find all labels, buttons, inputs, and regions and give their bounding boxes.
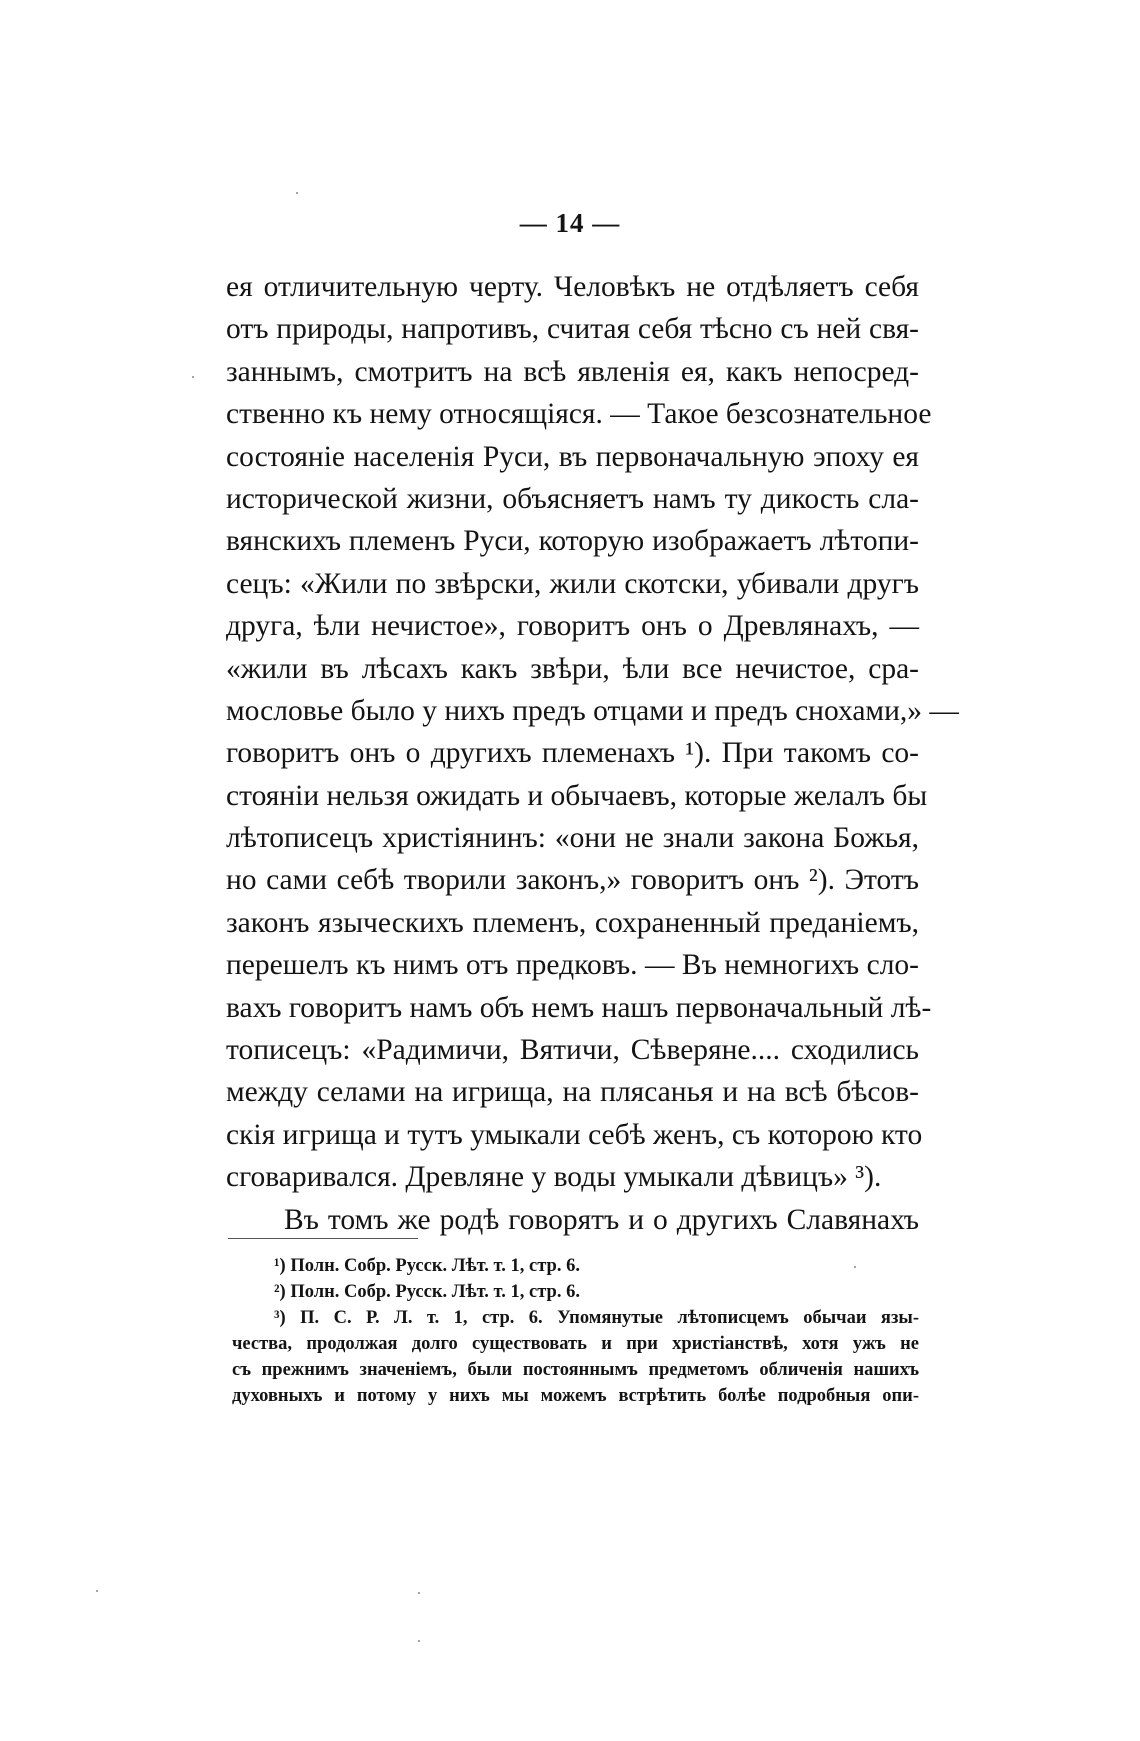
page-number: — 14 —: [519, 208, 621, 238]
scan-speck: [854, 1266, 856, 1268]
text-line: между селами на игрища, на плясанья и на всѣ бѣсов-: [226, 1076, 919, 1109]
text-line: ея отличительную черту. Человѣкъ не отдѣляетъ себя: [226, 271, 919, 303]
footnote-line: съ прежнимъ значеніемъ, были постояннымъ предметомъ обличенія нашихъ: [232, 1360, 919, 1380]
text-line: «жили въ лѣсахъ какъ звѣри, ѣли все нечистое, сра-: [226, 652, 919, 685]
scan-speck: [418, 1592, 420, 1594]
main-text: [226, 266, 959, 1241]
text-line: заннымъ, смотритъ на всѣ явленія ея, какъ непосред-: [226, 355, 919, 388]
text-line: Въ томъ же родѣ говорятъ и о другихъ Славянахъ: [284, 1203, 919, 1236]
text-line: скія игрища и тутъ умыкали себѣ женъ, съ которою кто: [226, 1118, 923, 1151]
text-line: говоритъ онъ о другихъ племенахъ ¹). При такомъ со-: [226, 737, 919, 770]
text-line: состояніе населенія Руси, въ первоначальную эпоху ея: [226, 440, 919, 473]
text-line: стояніи нельзя ожидать и обычаевъ, которые желалъ бы: [226, 779, 928, 812]
text-line: мословье было у нихъ предъ отцами и предъ снохами,» —: [226, 694, 959, 727]
text-line: законъ языческихъ племенъ, сохраненный преданіемъ,: [226, 906, 919, 939]
text-line: но сами себѣ творили законъ,» говоритъ онъ ²). Этотъ: [226, 864, 919, 897]
text-line: отъ природы, напротивъ, считая себя тѣсно съ ней свя-: [226, 313, 919, 346]
text-line: перешелъ къ нимъ отъ предковъ. — Въ немногихъ сло-: [226, 949, 919, 982]
text-line: друга, ѣли нечистое», говоритъ онъ о Древлянахъ, —: [226, 610, 919, 643]
footnote-line: чества, продолжая долго существовать и при христіанствѣ, хотя ужъ не: [232, 1334, 919, 1354]
footnote-line: ¹) Полн. Собр. Русск. Лѣт. т. 1, стр. 6.: [274, 1256, 580, 1276]
scan-speck: [192, 376, 194, 378]
scan-speck: [296, 192, 298, 194]
footnote-line: духовныхъ и потому у нихъ мы можемъ встрѣтить болѣе подробныя опи-: [232, 1386, 919, 1406]
text-line: лѣтописецъ христіянинъ: «они не знали закона Божья,: [226, 822, 919, 855]
text-line: вянскихъ племенъ Руси, которую изображаетъ лѣтопи-: [226, 525, 919, 558]
scan-speck: [96, 1590, 98, 1592]
text-line: исторической жизни, объясняетъ намъ ту дикость сла-: [226, 482, 919, 515]
footnote-line: ²) Полн. Собр. Русск. Лѣт. т. 1, стр. 6.: [274, 1282, 580, 1302]
footnotes: [232, 1253, 919, 1409]
text-line: тописецъ: «Радимичи, Вятичи, Сѣверяне.... сходились: [226, 1034, 919, 1067]
text-line: сецъ: «Жили по звѣрски, жили скотски, убивали другъ: [226, 567, 919, 600]
text-line: сговаривался. Древляне у воды умыкали дѣвицъ» ³).: [226, 1161, 882, 1194]
text-line: ственно къ нему относящіяся. — Такое безсознательное: [226, 398, 932, 431]
footnote-line: ³) П. С. Р. Л. т. 1, стр. 6. Упомянутые лѣтописцемъ обычаи язы-: [274, 1308, 919, 1328]
text-line: вахъ говоритъ намъ объ немъ нашъ первоначальный лѣ-: [226, 991, 932, 1024]
scan-speck: [418, 1640, 420, 1642]
footnote-divider: [228, 1238, 418, 1239]
